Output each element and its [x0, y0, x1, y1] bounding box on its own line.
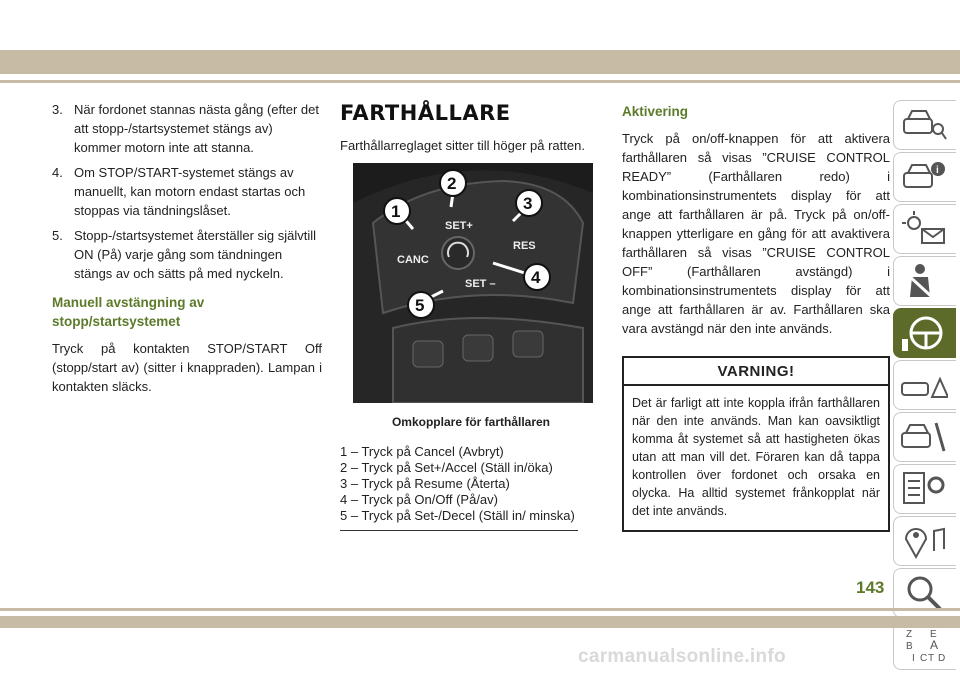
- steering-wheel-icon: [900, 313, 948, 353]
- svg-text:B: B: [906, 641, 913, 652]
- warning-text: Det är farligt att inte koppla ifrån farthållaren när den inte används. Man kan oavsiktligt komma åt systemet så att hastigheten ökas utan att man vill det. Föraren kan då tappa kontrollen över fordonet och orsaka en olycka. Ha alltid systemet frånkopplat när det inte används.: [632, 396, 880, 518]
- sun-mail-icon: [900, 209, 948, 249]
- section-intro: Farthållarreglaget sitter till höger på ratten.: [340, 138, 585, 153]
- list-item: 5 – Tryck på Set-/Decel (Ställ in/ minska): [340, 508, 575, 523]
- callout-2: 2: [447, 174, 457, 193]
- alphabet-index-icon: [900, 625, 948, 665]
- svg-text:I: I: [912, 653, 915, 664]
- warning-title: VARNING!: [624, 358, 888, 386]
- list-item: 3 – Tryck på Resume (Återta): [340, 476, 510, 491]
- caption-list: [340, 444, 602, 524]
- list-item: 5. Stopp-/startsystemet återställer sig självtill ON (På) varje gång som tändningen stängs av och sätts på med nyckeln.: [52, 228, 317, 281]
- section-title: FARTHÅLLARE: [340, 101, 511, 125]
- search-icon: [900, 573, 948, 613]
- right-column: [622, 100, 890, 532]
- callout-5: 5: [415, 296, 425, 315]
- tab-safety[interactable]: [893, 256, 956, 306]
- tab-car-overview[interactable]: [893, 100, 956, 150]
- page-number: 143: [856, 578, 885, 597]
- canc-label: CANC: [397, 254, 429, 266]
- tab-driving[interactable]: [893, 308, 956, 358]
- list-item: 1 – Tryck på Cancel (Avbryt): [340, 444, 504, 459]
- warning-triangle-icon: [900, 365, 948, 405]
- location-music-icon: [900, 521, 948, 561]
- car-info-icon: [900, 157, 948, 197]
- list-item: 2 – Tryck på Set+/Accel (Ställ in/öka): [340, 460, 553, 475]
- caption-rule: [340, 530, 578, 531]
- list-item: 3. När fordonet stannas nästa gång (efter det att stopp-/startsystemet stängs av) kommer motorn inte att stanna.: [52, 102, 319, 155]
- manual-shutoff-text: Tryck på kontakten STOP/START Off (stopp/start av) (sitter i knappraden). Lampan i kontakten släcks.: [52, 341, 322, 394]
- list-item: 4 – Tryck på On/Off (På/av): [340, 492, 498, 507]
- callout-4: 4: [531, 268, 541, 287]
- warning-box: [622, 356, 890, 532]
- chapter-tabs: [893, 100, 960, 672]
- svg-text:Z: Z: [906, 629, 913, 640]
- middle-column: [340, 100, 602, 531]
- res-label: RES: [513, 240, 536, 252]
- activation-text: Tryck på on/off-knappen för att aktivera farthållaren så visas ”CRUISE CONTROL READY” (Farthållaren redo) i kombinationsinstrumentets display för att ange att farthållaren är på. Tryck på on/off-knappen ytterligare en gång för att avaktivera farthållaren så visas ”CRUISE CONTROL OFF” (Farthållaren avstängd) i kombinationsinstrumentets display för att ange att farthållaren är av. Farthållaren ska vara avstängd när den inte används.: [622, 131, 890, 336]
- header-band: [0, 50, 960, 74]
- svg-text:E: E: [930, 629, 937, 640]
- tab-specifications[interactable]: [893, 464, 956, 514]
- svg-text:C: C: [920, 653, 928, 664]
- footer-band: [0, 616, 960, 628]
- svg-text:i: i: [936, 165, 939, 176]
- set-plus-label: SET+: [445, 220, 473, 232]
- svg-text:D: D: [938, 653, 946, 664]
- tab-multimedia[interactable]: [893, 516, 956, 566]
- car-search-icon: [900, 105, 948, 145]
- seatbelt-icon: [900, 261, 948, 301]
- steering-wheel-controls-illustration: [353, 163, 593, 403]
- footer-rule: [0, 608, 960, 611]
- svg-text:T: T: [928, 653, 935, 664]
- left-column: [52, 100, 322, 404]
- watermark: carmanualsonline.info: [578, 646, 786, 667]
- header-rule: [0, 80, 960, 83]
- svg-text:A: A: [930, 638, 939, 652]
- step-list: [52, 100, 322, 283]
- car-wrench-icon: [900, 417, 948, 457]
- list-item: 4. Om STOP/START-systemet stängs av manuellt, kan motorn endast startas och stoppas via tändningslåset.: [52, 165, 306, 218]
- tab-climate[interactable]: [893, 204, 956, 254]
- set-minus-label: SET –: [465, 278, 496, 290]
- figure-caption: Omkopplare för farthållaren: [391, 415, 551, 429]
- list-gear-icon: [900, 469, 948, 509]
- activation-heading: Aktivering: [622, 104, 689, 119]
- tab-emergency[interactable]: [893, 360, 956, 410]
- tab-service[interactable]: [893, 412, 956, 462]
- manual-shutoff-heading: Manuell avstängning av stopp/startsystemet: [52, 295, 205, 329]
- callout-3: 3: [523, 194, 533, 213]
- steering-wheel-figure: [353, 163, 593, 403]
- callout-1: 1: [391, 202, 401, 221]
- tab-warning-lights[interactable]: [893, 152, 956, 202]
